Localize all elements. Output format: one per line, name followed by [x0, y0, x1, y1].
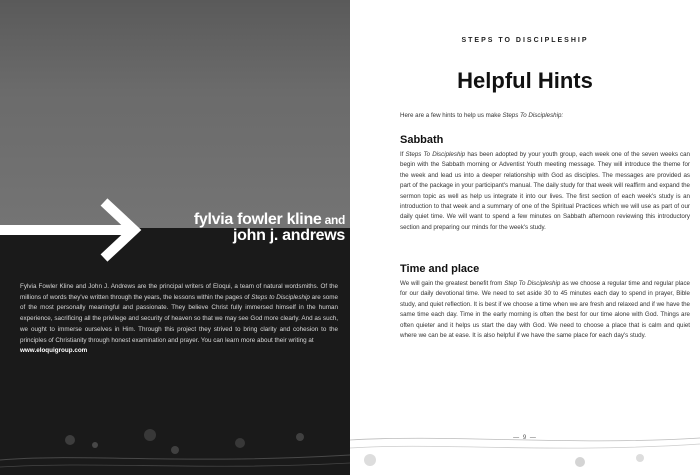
author-names [150, 212, 345, 244]
right-page [350, 0, 700, 475]
splatter-decoration [0, 405, 350, 475]
arrow-right-icon [0, 196, 160, 266]
intro-line: Here are a few hints to help us make Steps To Discipleship: [400, 112, 564, 119]
splatter-decoration [350, 420, 700, 475]
page-number: — 9 — [513, 435, 537, 441]
sabbath-heading: Sabbath [400, 134, 444, 146]
running-head: STEPS TO DISCIPLESHIP [461, 37, 589, 44]
website-link[interactable]: www.eloquigroup.com [20, 347, 88, 355]
author-name-2: john j. andrews [233, 227, 345, 244]
author-name-1: fylvia fowler kline [193, 211, 322, 228]
gray-background-panel [0, 0, 350, 228]
page-title: Helpful Hints [457, 68, 593, 93]
author-and: and [321, 213, 345, 227]
time-and-place-heading: Time and place [400, 263, 480, 275]
time-and-place-paragraph: We will gain the greatest benefit from Step To Discipleship as we choose a regular time and regular place for our daily devotional time. We need to set aside 30 to 45 minutes each day to spend in prayer, Bible study, and quiet reflection. It is best if we choose a time when we are fresh and relaxed and if we have the same time each day. Time in the early morning is often the best for our time alone with God. Things are often quieter and it helps us start the day with God. We need to choose a place that is calm and quiet where we can be at ease. It is also helpful if we have the same place for each day's study. [400, 280, 691, 340]
sabbath-paragraph: If Steps To Discipleship has been adopted by your youth group, each week one of the seven weeks can begin with the Sabbath morning or Adventist Youth meeting message. They will introduce the theme for the week and lead us into a deeper relationship with God as disciples. The messages are provided as part of the package in your participant's manual. The daily study for that week will reaffirm and expand the sermon topic as well as help us integrate it into our lives. The first section of each week's study is an introduction to that week and a summary of one of the Spiritual Practices which we will use as part of our daily quiet time. We will want to spend a few minutes on Sabbath afternoon reviewing this introductory section and preparing our minds for the week's study. [400, 151, 690, 231]
author-bio: Fylvia Fowler Kline and John J. Andrews are the principal writers of Eloqui, a team of natural wordsmiths. Of the millions of words they've written through the years, the lessons within the pages of Steps to Discipleship are some of the most personally meaningful and passionate. They believe Christ fully immersed himself in the human experience, sacrificing all the privilege and security of heaven so that we may see God more clearly. And as such, we ought to immerse ourselves in Him. Through this project they strived to bring clarity and cohesion to the principles of Christianity through honest examination and prayer. You can learn more about their writing at www.eloquigroup.com [20, 283, 338, 355]
